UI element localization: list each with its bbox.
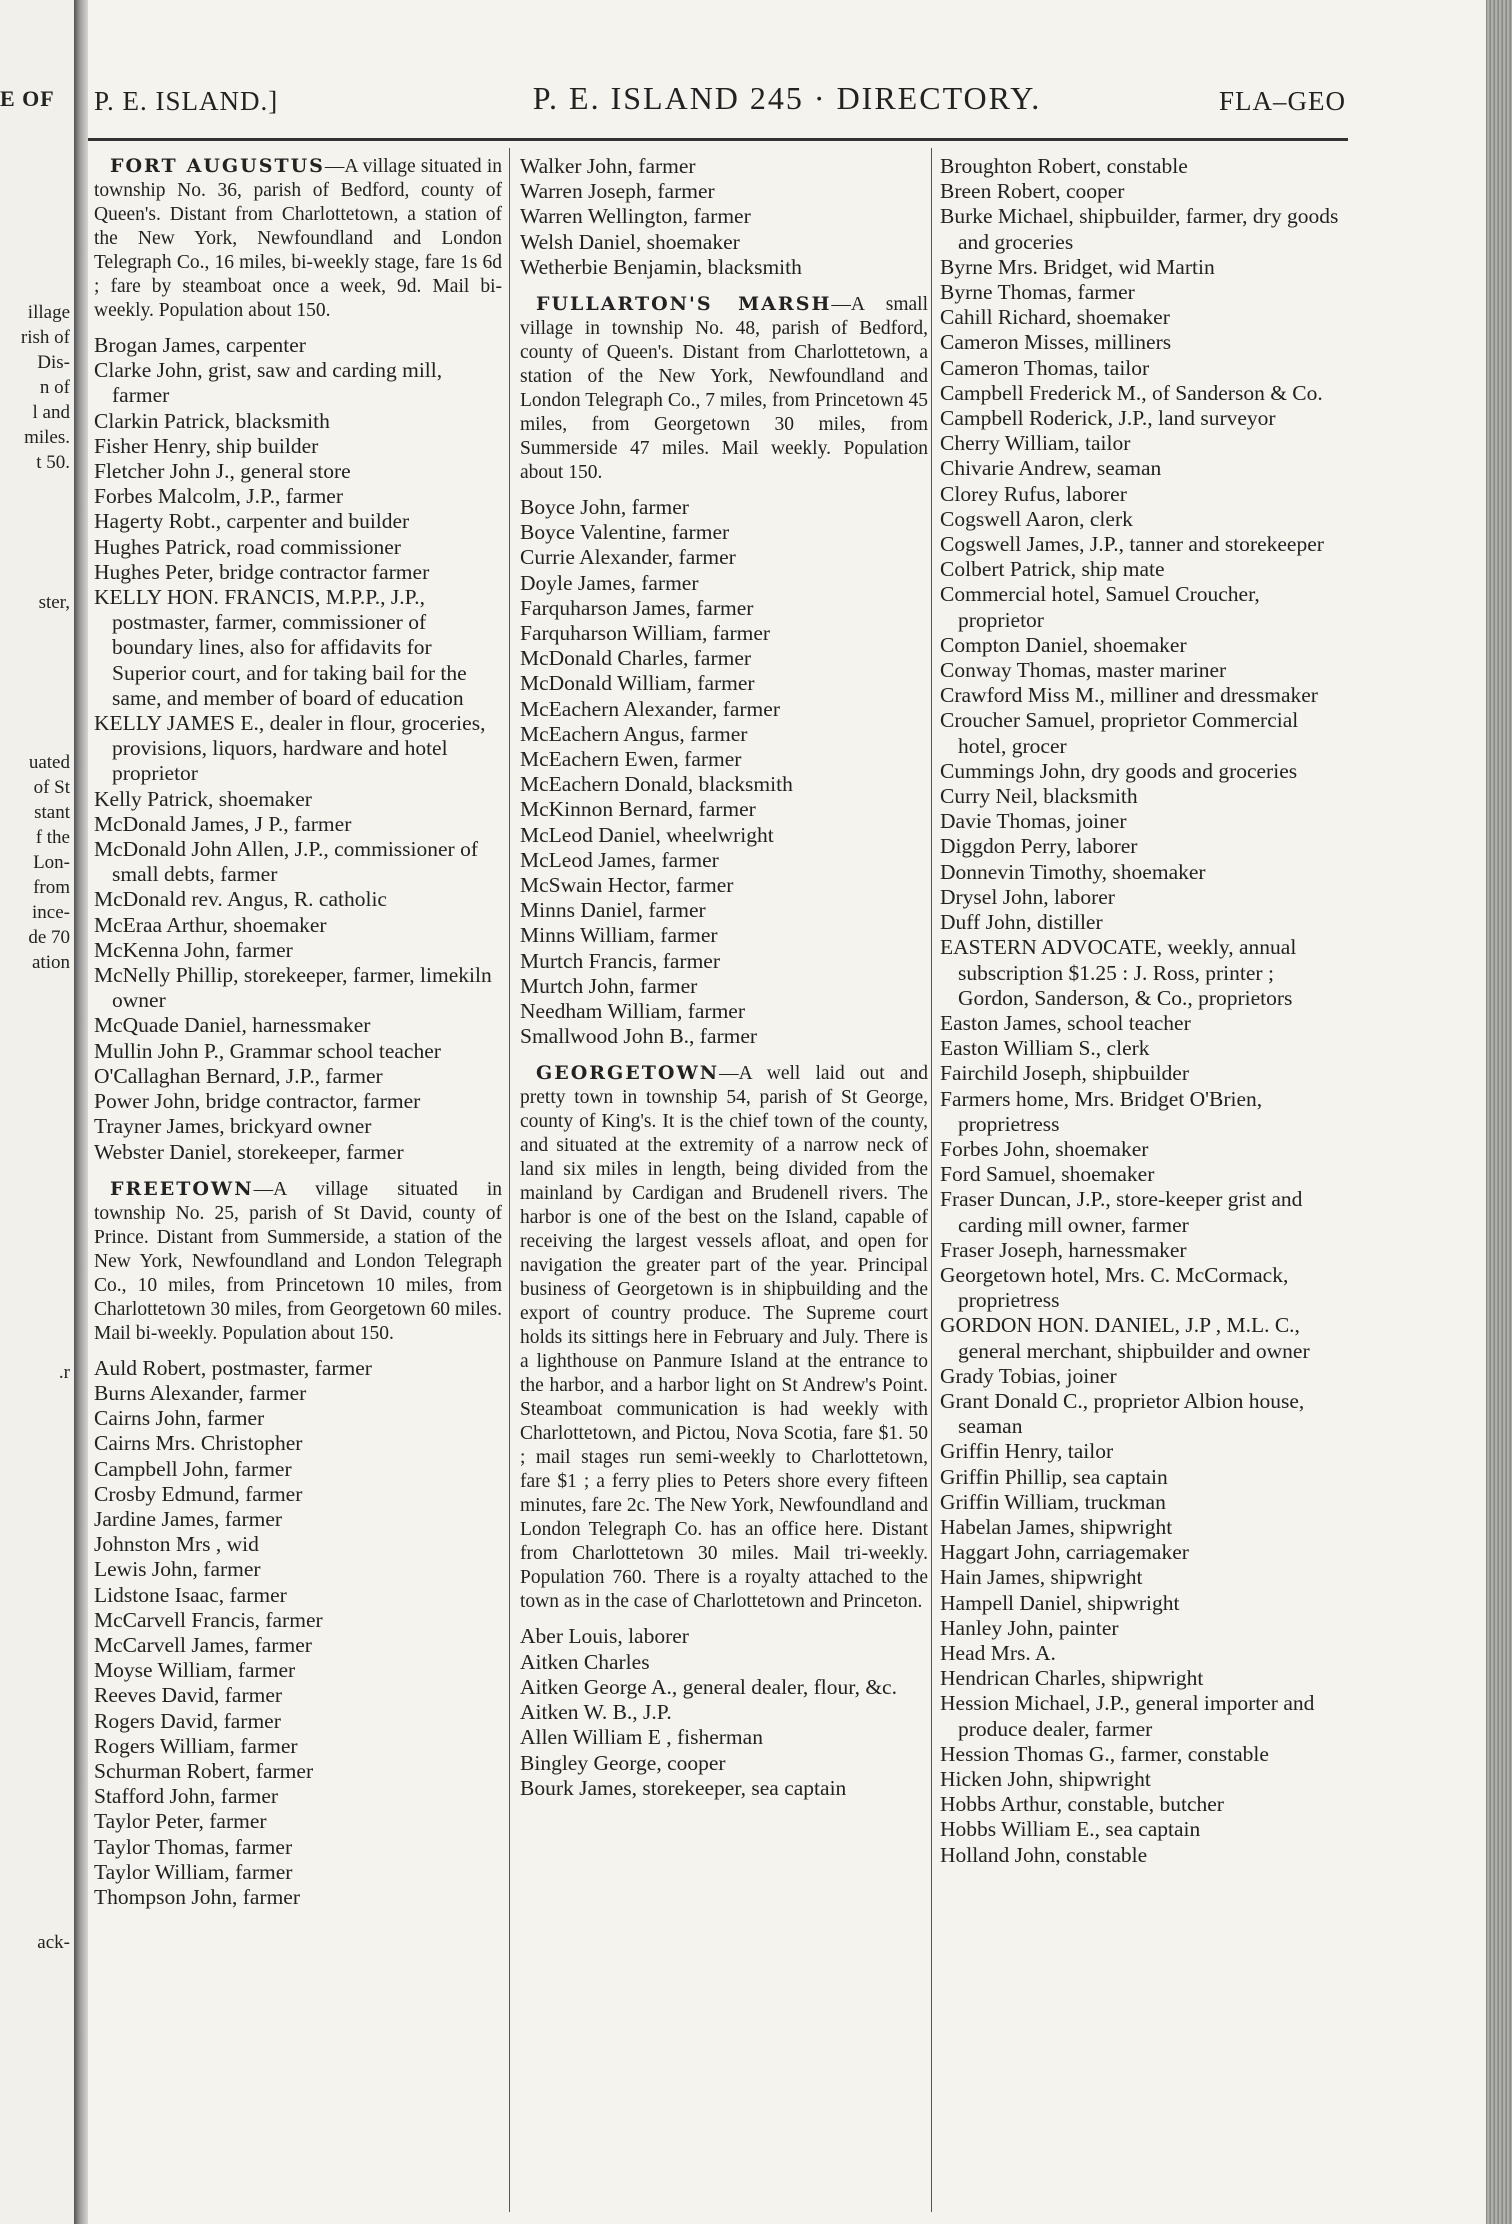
directory-entry: Welsh Daniel, shoemaker — [520, 229, 740, 254]
directory-entry: McSwain Hector, farmer — [520, 873, 734, 898]
directory-entry: Fairchild Joseph, shipbuilder — [940, 1061, 1190, 1086]
directory-entry: McDonald James, J P., farmer — [94, 811, 352, 836]
directory-entry: Webster Daniel, storekeeper, farmer — [94, 1139, 404, 1164]
directory-entry: Crosby Edmund, farmer — [94, 1481, 303, 1506]
directory-entry: Fraser Joseph, harnessmaker — [940, 1237, 1187, 1262]
previous-page-text-fragment: of St — [33, 777, 70, 798]
section-gap — [520, 280, 928, 292]
directory-entry: Campbell Frederick M., of Sanderson & Co. — [940, 380, 1323, 405]
directory-entry: Murtch Francis, farmer — [520, 948, 720, 973]
directory-entry: Breen Robert, cooper — [940, 179, 1125, 204]
place-name: FORT AUGUSTUS — [110, 155, 325, 177]
previous-page-text-fragment: l and — [32, 402, 70, 423]
directory-entry: Mullin John P., Grammar school teacher — [94, 1038, 441, 1063]
place-name: GEORGETOWN — [536, 1062, 720, 1085]
directory-entry: Boyce John, farmer — [520, 495, 689, 520]
directory-entry: Cherry William, tailor — [940, 431, 1131, 456]
previous-page-text-fragment: ster, — [38, 592, 70, 613]
directory-entry: Hanley John, painter — [940, 1615, 1119, 1640]
directory-entry: Thompson John, farmer — [94, 1884, 301, 1909]
column-3 — [940, 154, 1348, 2214]
previous-page-text-fragment: .r — [58, 1362, 70, 1383]
directory-entry: McEraa Arthur, shoemaker — [94, 912, 327, 937]
directory-entry: Brogan James, carpenter — [94, 333, 306, 357]
book-gutter — [74, 0, 88, 2224]
previous-page-text-fragment: Lon- — [33, 852, 70, 873]
directory-entry: McDonald Charles, farmer — [520, 646, 752, 671]
directory-entry: Hagerty Robt., carpenter and builder — [94, 509, 410, 534]
directory-entry: Cairns John, farmer — [94, 1406, 265, 1431]
directory-entry: Aitken Charles — [520, 1649, 650, 1674]
directory-entry: Davie Thomas, joiner — [940, 809, 1127, 834]
directory-entry: Hession Thomas G., farmer, constable — [940, 1741, 1269, 1766]
directory-entry: Kelly Patrick, shoemaker — [94, 786, 312, 811]
place-description-text: —A well laid out and pretty town in township 54, parish of St George, county of King's. It is the chief town of the county, and situated at the extremity of a narrow neck of land six miles in length, being divided from the mainland by Cardigan and Brudenell rivers. The harbor is one of the best on the Island, capable of receiving the largest vessels afloat, and open for navigation the greater part of the year. Principal business of Georgetown is in shipbuilding and the export of country produce. The Supreme court holds its sittings here in February and July. There is a lighthouse on Panmure Island at the entrance to the harbor, and a harbor light on St Andrew's Point. Steamboat communication is had weekly with Charlottetown, and Pictou, Nova Scotia, fare $1. 50 ; mail stages run semi-weekly to Charlottetown, fare $1 ; a ferry plies to Peters shore every fifteen minutes, fare 2c. The New York, Newfoundland and London Telegraph Co. has an office here. Distant from Charlottetown 30 miles. Mail tri-weekly. Population 760. There is a royalty attached to the town as in the case of Charlottetown and Princeton. — [520, 1063, 928, 1613]
directory-entry: Haggart John, carriagemaker — [940, 1540, 1189, 1565]
directory-entry: Stafford John, farmer — [94, 1784, 279, 1809]
directory-entry: O'Callaghan Bernard, J.P., farmer — [94, 1063, 383, 1088]
directory-entry: EASTERN ADVOCATE, weekly, annual subscription $1.25 : J. Ross, printer ; Gordon, Sanderson, & Co., proprietors — [940, 935, 1297, 1010]
directory-entry: Crawford Miss M., milliner and dressmaker — [940, 683, 1318, 708]
directory-entry: Fisher Henry, ship builder — [94, 433, 319, 458]
directory-entry: Smallwood John B., farmer — [520, 1024, 758, 1049]
directory-entry: Bingley George, cooper — [520, 1750, 726, 1775]
directory-entry: Murtch John, farmer — [520, 973, 698, 998]
directory-entry: Curry Neil, blacksmith — [940, 784, 1138, 809]
place-description-text: —A village situated in township No. 25, parish of St David, county of Prince. Distant from Summerside, a station of the New York, Newfoundland and London Telegraph Co., 10 miles, from Princetown 10 miles, from Charlottetown 30 miles, from Georgetown 60 miles. Mail bi-weekly. Population about 150. — [94, 1178, 502, 1344]
directory-entry: Currie Alexander, farmer — [520, 545, 736, 570]
directory-entry: Allen William E , fisherman — [520, 1725, 763, 1750]
directory-entry: Jardine James, farmer — [94, 1506, 283, 1531]
directory-entry: Conway Thomas, master mariner — [940, 658, 1227, 683]
directory-entry: Georgetown hotel, Mrs. C. McCormack, proprietress — [940, 1262, 1289, 1313]
directory-entry: McLeod Daniel, wheelwright — [520, 822, 774, 847]
directory-entry: Cairns Mrs. Christopher — [94, 1431, 303, 1456]
directory-entry: McQuade Daniel, harnessmaker — [94, 1013, 371, 1038]
previous-page-text-fragment: n of — [39, 377, 70, 398]
page-number: 245 — [749, 80, 804, 116]
directory-entry: Taylor Peter, farmer — [94, 1809, 267, 1834]
directory-entry: Doyle James, farmer — [520, 570, 699, 595]
place-description — [94, 154, 502, 323]
previous-page-text-fragment: rish of — [20, 327, 70, 348]
directory-entry: Habelan James, shipwright — [940, 1514, 1173, 1539]
directory-entry: Minns William, farmer — [520, 923, 718, 948]
header-left: P. E. ISLAND.] — [94, 86, 279, 116]
directory-entry: Grady Tobias, joiner — [940, 1363, 1117, 1388]
directory-entry: Aber Louis, laborer — [520, 1624, 689, 1649]
directory-entry: Warren Wellington, farmer — [520, 204, 751, 229]
header-title: P. E. ISLAND — [532, 80, 740, 116]
directory-entry: Byrne Mrs. Bridget, wid Martin — [940, 254, 1215, 279]
directory-entry: Croucher Samuel, proprietor Commercial hotel, grocer — [940, 708, 1299, 758]
directory-entry: Clarke John, grist, saw and carding mill, farmer — [94, 358, 443, 408]
directory-entry: McEachern Alexander, farmer — [520, 696, 780, 721]
header-rule — [88, 138, 1348, 141]
directory-entry: McEachern Angus, farmer — [520, 721, 748, 746]
directory-entry: Hain James, shipwright — [940, 1565, 1143, 1590]
directory-entry: Compton Daniel, shoemaker — [940, 632, 1187, 657]
directory-entry: Hobbs Arthur, constable, butcher — [940, 1792, 1224, 1817]
directory-entry: Lidstone Isaac, farmer — [94, 1582, 287, 1607]
directory-page — [88, 0, 1486, 2224]
directory-entry: McLeod James, farmer — [520, 847, 719, 872]
column-2 — [520, 154, 928, 2214]
column-divider — [509, 148, 510, 2212]
directory-entry: Holland John, constable — [940, 1842, 1148, 1867]
directory-entry: Hughes Patrick, road commissioner — [94, 534, 401, 559]
directory-entry: Forbes Malcolm, J.P., farmer — [94, 484, 344, 509]
directory-entry: Warren Joseph, farmer — [520, 179, 715, 204]
place-description-text: —A village situated in township No. 36, parish of Bedford, county of Queen's. Distant from Charlottetown, a station of the New York, Newfoundland and London Telegraph Co., 16 miles, bi-weekly stage, fare 1s 6d ; fare by steamboat once a week, 9d. Mail bi-weekly. Population about 150. — [94, 156, 502, 321]
directory-entry: Commercial hotel, Samuel Croucher, proprietor — [940, 582, 1260, 632]
directory-entry: McKinnon Bernard, farmer — [520, 797, 756, 822]
place-description — [520, 292, 928, 485]
directory-entry: Cameron Thomas, tailor — [940, 355, 1150, 380]
directory-entry: Bourk James, storekeeper, sea captain — [520, 1775, 847, 1800]
previous-page-text-fragment: ince- — [32, 902, 70, 923]
directory-entry: Easton William S., clerk — [940, 1036, 1150, 1061]
directory-entry: Hession Michael, J.P., general importer and produce dealer, farmer — [940, 1691, 1315, 1741]
page-stack-edge — [1486, 0, 1512, 2224]
previous-page-text-fragment: Dis- — [37, 352, 70, 373]
directory-entry: Cahill Richard, shoemaker — [940, 305, 1170, 330]
directory-entry: Schurman Robert, farmer — [94, 1758, 314, 1783]
previous-page-text-fragment: from — [33, 877, 70, 898]
directory-entry: Campbell Roderick, J.P., land surveyor — [940, 406, 1276, 431]
directory-entry: Burns Alexander, farmer — [94, 1380, 307, 1405]
previous-page-text-fragment: miles. — [24, 427, 70, 448]
directory-entry: Easton James, school teacher — [940, 1010, 1191, 1035]
directory-entry: Duff John, distiller — [940, 910, 1103, 935]
directory-entry: Cummings John, dry goods and groceries — [940, 758, 1298, 783]
previous-page-text-fragment: t 50. — [36, 452, 70, 473]
directory-entry: Hendrican Charles, shipwright — [940, 1666, 1204, 1691]
directory-entry: Johnston Mrs , wid — [94, 1532, 259, 1557]
directory-entry: Cogswell James, J.P., tanner and storekeeper — [940, 532, 1324, 557]
directory-entry: Ford Samuel, shoemaker — [940, 1162, 1155, 1187]
directory-entry: Clarkin Patrick, blacksmith — [94, 408, 330, 433]
previous-page-text-fragment: de 70 — [28, 927, 70, 948]
directory-entry: Griffin Henry, tailor — [940, 1439, 1114, 1464]
place-description-text: —A small village in township No. 48, parish of Bedford, county of Queen's. Distant from Charlottetown, a station of the New York, Newfoundland and London Telegraph Co., 7 miles, from Princetown 45 miles, from Georgetown 30 miles, from Summerside 47 miles. Mail weekly. Population about 150. — [520, 294, 928, 484]
directory-entry: Forbes John, shoemaker — [940, 1136, 1149, 1161]
directory-entry: Hughes Peter, bridge contractor farmer — [94, 559, 430, 584]
directory-entry: McDonald John Allen, J.P., commissioner of small debts, farmer — [94, 837, 478, 887]
previous-page-text-fragment: f the — [35, 827, 70, 848]
directory-entry: KELLY JAMES E., dealer in flour, groceries, provisions, liquors, hardware and hotel proprietor — [94, 711, 486, 786]
directory-entry: McKenna John, farmer — [94, 937, 293, 962]
directory-entry: McEachern Ewen, farmer — [520, 747, 742, 772]
directory-entry: Moyse William, farmer — [94, 1658, 296, 1683]
place-name: FULLARTON'S MARSH — [536, 293, 832, 316]
directory-entry: McNelly Phillip, storekeeper, farmer, limekiln owner — [94, 963, 492, 1013]
header-title-suffix: · DIRECTORY. — [813, 80, 1042, 116]
previous-page-text-fragment: uated — [28, 752, 70, 773]
directory-entry: Head Mrs. A. — [940, 1640, 1056, 1665]
directory-entry: McCarvell Francis, farmer — [94, 1607, 323, 1632]
directory-entry: Taylor William, farmer — [94, 1859, 293, 1884]
directory-entry: Taylor Thomas, farmer — [94, 1834, 293, 1859]
directory-entry: McDonald William, farmer — [520, 671, 755, 696]
directory-entry: Fletcher John J., general store — [94, 459, 351, 484]
header-right: FLA–GEO — [1219, 86, 1346, 116]
directory-entry: Needham William, farmer — [520, 999, 745, 1024]
place-description — [520, 1061, 928, 1614]
directory-entry: Aitken George A., general dealer, flour, &c. — [520, 1674, 897, 1699]
directory-entry: Aitken W. B., J.P. — [520, 1700, 672, 1725]
place-name: FREETOWN — [110, 1177, 254, 1200]
directory-entry: GORDON HON. DANIEL, J.P , M.L. C., general merchant, shipbuilder and owner — [940, 1313, 1310, 1363]
place-description — [94, 1177, 502, 1346]
previous-page-text-fragment: ation — [32, 952, 70, 973]
directory-entry: Hicken John, shipwright — [940, 1767, 1151, 1791]
directory-entry: McCarvell James, farmer — [94, 1632, 312, 1657]
directory-entry: Rogers William, farmer — [94, 1733, 298, 1758]
directory-entry: Clorey Rufus, laborer — [940, 481, 1127, 506]
directory-entry: Cogswell Aaron, clerk — [940, 506, 1133, 531]
directory-entry: Burke Michael, shipbuilder, farmer, dry goods and groceries — [940, 204, 1339, 254]
page-header — [88, 78, 1486, 128]
directory-entry: Reeves David, farmer — [94, 1683, 283, 1708]
directory-entry: Boyce Valentine, farmer — [520, 520, 730, 545]
directory-entry: Byrne Thomas, farmer — [940, 280, 1135, 305]
directory-entry: McEachern Donald, blacksmith — [520, 772, 793, 797]
directory-entry: Wetherbie Benjamin, blacksmith — [520, 254, 802, 279]
directory-entry: Auld Robert, postmaster, farmer — [94, 1355, 372, 1380]
directory-entry: McDonald rev. Angus, R. catholic — [94, 887, 387, 912]
directory-entry: Trayner James, brickyard owner — [94, 1114, 372, 1139]
directory-entry: Minns Daniel, farmer — [520, 898, 706, 923]
directory-entry: Griffin Phillip, sea captain — [940, 1464, 1168, 1489]
directory-entry: Farquharson James, farmer — [520, 595, 754, 620]
column-divider — [931, 148, 932, 2212]
directory-entry: Chivarie Andrew, seaman — [940, 456, 1162, 481]
directory-entry: Walker John, farmer — [520, 154, 696, 178]
section-gap — [520, 1049, 928, 1061]
directory-entry: Lewis John, farmer — [94, 1557, 261, 1582]
previous-page-header-fragment: E OF — [0, 86, 55, 111]
directory-entry: Hampell Daniel, shipwright — [940, 1590, 1180, 1615]
directory-entry: Hobbs William E., sea captain — [940, 1817, 1201, 1842]
previous-page-text-fragment: illage — [27, 302, 70, 323]
previous-page-text-fragment: stant — [34, 802, 70, 823]
directory-entry: Broughton Robert, constable — [940, 154, 1188, 178]
directory-entry: Drysel John, laborer — [940, 884, 1115, 909]
column-1 — [94, 154, 502, 2214]
section-gap — [94, 1165, 502, 1177]
previous-page-text-fragment: ack- — [37, 1932, 70, 1953]
directory-entry: Grant Donald C., proprietor Albion house, seaman — [940, 1388, 1305, 1439]
directory-entry: Rogers David, farmer — [94, 1708, 281, 1733]
directory-entry: Colbert Patrick, ship mate — [940, 557, 1165, 582]
directory-entry: Power John, bridge contractor, farmer — [94, 1089, 421, 1114]
directory-entry: Fraser Duncan, J.P., store-keeper grist and carding mill owner, farmer — [940, 1187, 1303, 1237]
directory-entry: Griffin William, truckman — [940, 1489, 1166, 1514]
directory-entry: Farquharson William, farmer — [520, 621, 771, 646]
directory-entry: Farmers home, Mrs. Bridget O'Brien, proprietress — [940, 1086, 1263, 1136]
directory-entry: Cameron Misses, milliners — [940, 330, 1172, 355]
directory-entry: Donnevin Timothy, shoemaker — [940, 859, 1206, 884]
directory-entry: Campbell John, farmer — [94, 1456, 292, 1481]
directory-entry: Diggdon Perry, laborer — [940, 834, 1138, 859]
directory-entry: KELLY HON. FRANCIS, M.P.P., J.P., postmaster, farmer, commissioner of boundary lines, also for affidavits for Superior court, and for taking bail for the same, and member of board of education — [94, 585, 467, 710]
previous-page-edge — [0, 0, 74, 2224]
